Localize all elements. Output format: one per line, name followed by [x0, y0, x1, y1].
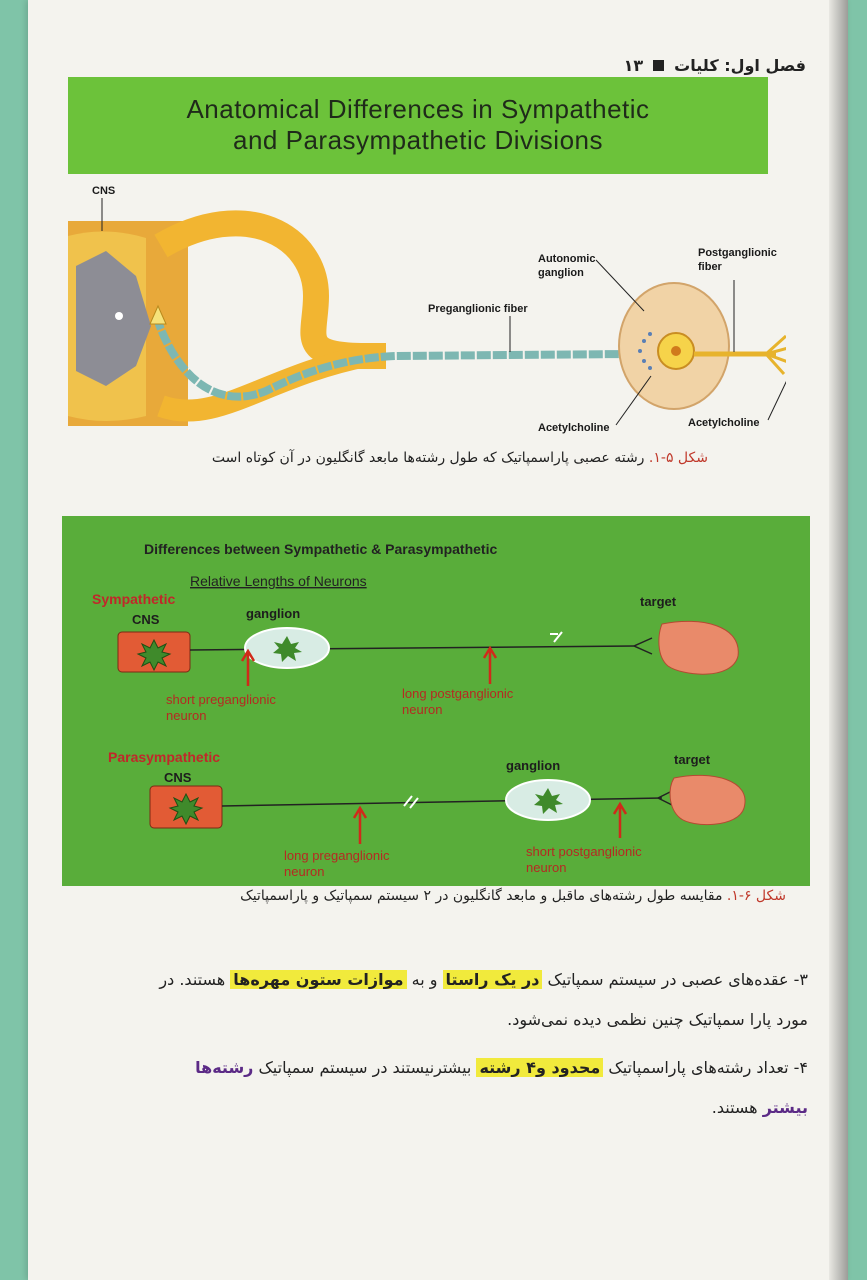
sympathetic-heading: Sympathetic — [92, 591, 176, 607]
p3-highlight-2: موازات ستون مهره‌ها — [230, 970, 406, 989]
figure1-caption-number: شکل ۵-۱. — [648, 450, 708, 466]
chapter-title: فصل اول: کلیات — [674, 56, 806, 75]
p4-text-c: هستند. — [711, 1098, 763, 1117]
p4-text-b: بیشترنیستند در سیستم سمپاتیک — [253, 1058, 477, 1077]
p3-text-a: ۳- عقده‌های عصبی در سیستم سمپاتیک — [542, 970, 808, 989]
sympathetic-post-arrow-icon — [484, 648, 496, 684]
parasympathetic-pre-arrow-icon — [354, 808, 366, 844]
long-postganglionic-neuron-label: neuron — [402, 702, 443, 717]
parasympathetic-target-label: target — [674, 752, 711, 767]
spinal-nerve-root — [161, 223, 386, 356]
paragraph-3-line-2: مورد پارا سمپاتیک چنین نظمی دیده نمی‌شود. — [507, 1010, 808, 1029]
ganglion-leader — [596, 260, 644, 311]
label-autonomic: Autonomic — [538, 253, 596, 265]
short-preganglionic-neuron-label: neuron — [166, 708, 207, 723]
sympathetic-cns-label: CNS — [132, 612, 160, 627]
sympathetic-break-mark-icon — [550, 632, 562, 642]
page-edge-shadow — [829, 0, 848, 1280]
parasympathetic-cns-label: CNS — [164, 770, 192, 785]
parasympathetic-fiber — [222, 798, 662, 806]
figure1-caption — [212, 450, 708, 466]
short-postganglionic-neuron-label: neuron — [526, 860, 567, 875]
p4-purple-1: رشته‌ها — [195, 1058, 254, 1077]
sympathetic-cns-neuron-icon — [138, 640, 170, 670]
figure2-caption-text: مقایسه طول رشته‌های ماقبل و مابعد گانگلیون در ۲ سیستم سمپاتیک و پاراسمپاتیک — [240, 888, 727, 904]
book-page — [28, 0, 848, 1280]
central-canal — [115, 312, 123, 320]
paragraph-4-line-1 — [68, 1048, 808, 1088]
p4-text-a: ۴- تعداد رشته‌های پاراسمپاتیک — [603, 1058, 808, 1077]
sympathetic-terminal-icon — [634, 638, 652, 654]
figure2-caption-number: شکل ۶-۱. — [726, 888, 786, 904]
label-preganglionic: Preganglionic fiber — [428, 303, 528, 315]
figure2-subtitle: Relative Lengths of Neurons — [190, 573, 367, 589]
figure1-title-banner — [68, 77, 768, 174]
long-preganglionic-neuron-label: neuron — [284, 864, 325, 879]
paragraph-4-line-2 — [68, 1088, 808, 1128]
parasympathetic-target-organ-icon — [670, 775, 745, 824]
p4-purple-2: بیشتر — [762, 1098, 808, 1117]
paragraph-3-line-1 — [68, 960, 808, 1000]
label-fiber: fiber — [698, 261, 722, 273]
figure1-title-line2: and Parasympathetic Divisions — [233, 125, 603, 155]
sympathetic-pre-arrow-icon — [242, 651, 254, 686]
p3-text-c: هستند. در — [159, 970, 231, 989]
p3-highlight-1: در یک راستا — [443, 970, 543, 989]
preganglionic-axon — [156, 316, 626, 397]
short-preganglionic-label: short preganglionic — [166, 692, 276, 707]
long-preganglionic-label: long preganglionic — [284, 848, 390, 863]
label-acetylcholine-right: Acetylcholine — [688, 417, 760, 429]
parasympathetic-post-arrow-icon — [614, 804, 626, 838]
sympathetic-target-label: target — [640, 594, 677, 609]
figure1-caption-text: رشته عصبی پاراسمپاتیک که طول رشته‌ها مابعد گانگلیون در آن کوتاه است — [211, 450, 649, 466]
long-postganglionic-label: long postganglionic — [402, 686, 514, 701]
parasympathetic-cns-neuron-icon — [170, 794, 202, 824]
p4-highlight: محدود و۴ رشته — [476, 1058, 603, 1077]
figure1-title-line1: Anatomical Differences in Sympathetic — [186, 94, 650, 124]
body-paragraph-4 — [68, 1048, 808, 1128]
figure2-neuron-lengths-diagram — [62, 516, 810, 886]
square-bullet-icon — [653, 60, 664, 71]
label-acetylcholine-left: Acetylcholine — [538, 422, 610, 434]
page-header — [624, 56, 806, 75]
sympathetic-target-organ-icon — [659, 621, 738, 674]
parasympathetic-heading: Parasympathetic — [108, 749, 221, 765]
body-paragraph-3 — [68, 960, 808, 1040]
short-postganglionic-label: short postganglionic — [526, 844, 642, 859]
label-postganglionic: Postganglionic — [698, 247, 777, 259]
figure1-neuron-illustration — [66, 176, 786, 446]
figure2-caption — [240, 888, 786, 904]
label-ganglion: ganglion — [538, 267, 584, 279]
acetylcholine-right-leader — [768, 378, 786, 420]
parasympathetic-ganglion-label: ganglion — [506, 758, 561, 773]
sympathetic-ganglion-label: ganglion — [246, 606, 301, 621]
page-number: ۱۳ — [623, 56, 644, 75]
ganglion-nucleus — [671, 346, 681, 356]
label-cns: CNS — [92, 185, 116, 197]
figure2-title: Differences between Sympathetic & Parasympathetic — [144, 541, 498, 557]
p3-text-b: و به — [406, 970, 443, 989]
